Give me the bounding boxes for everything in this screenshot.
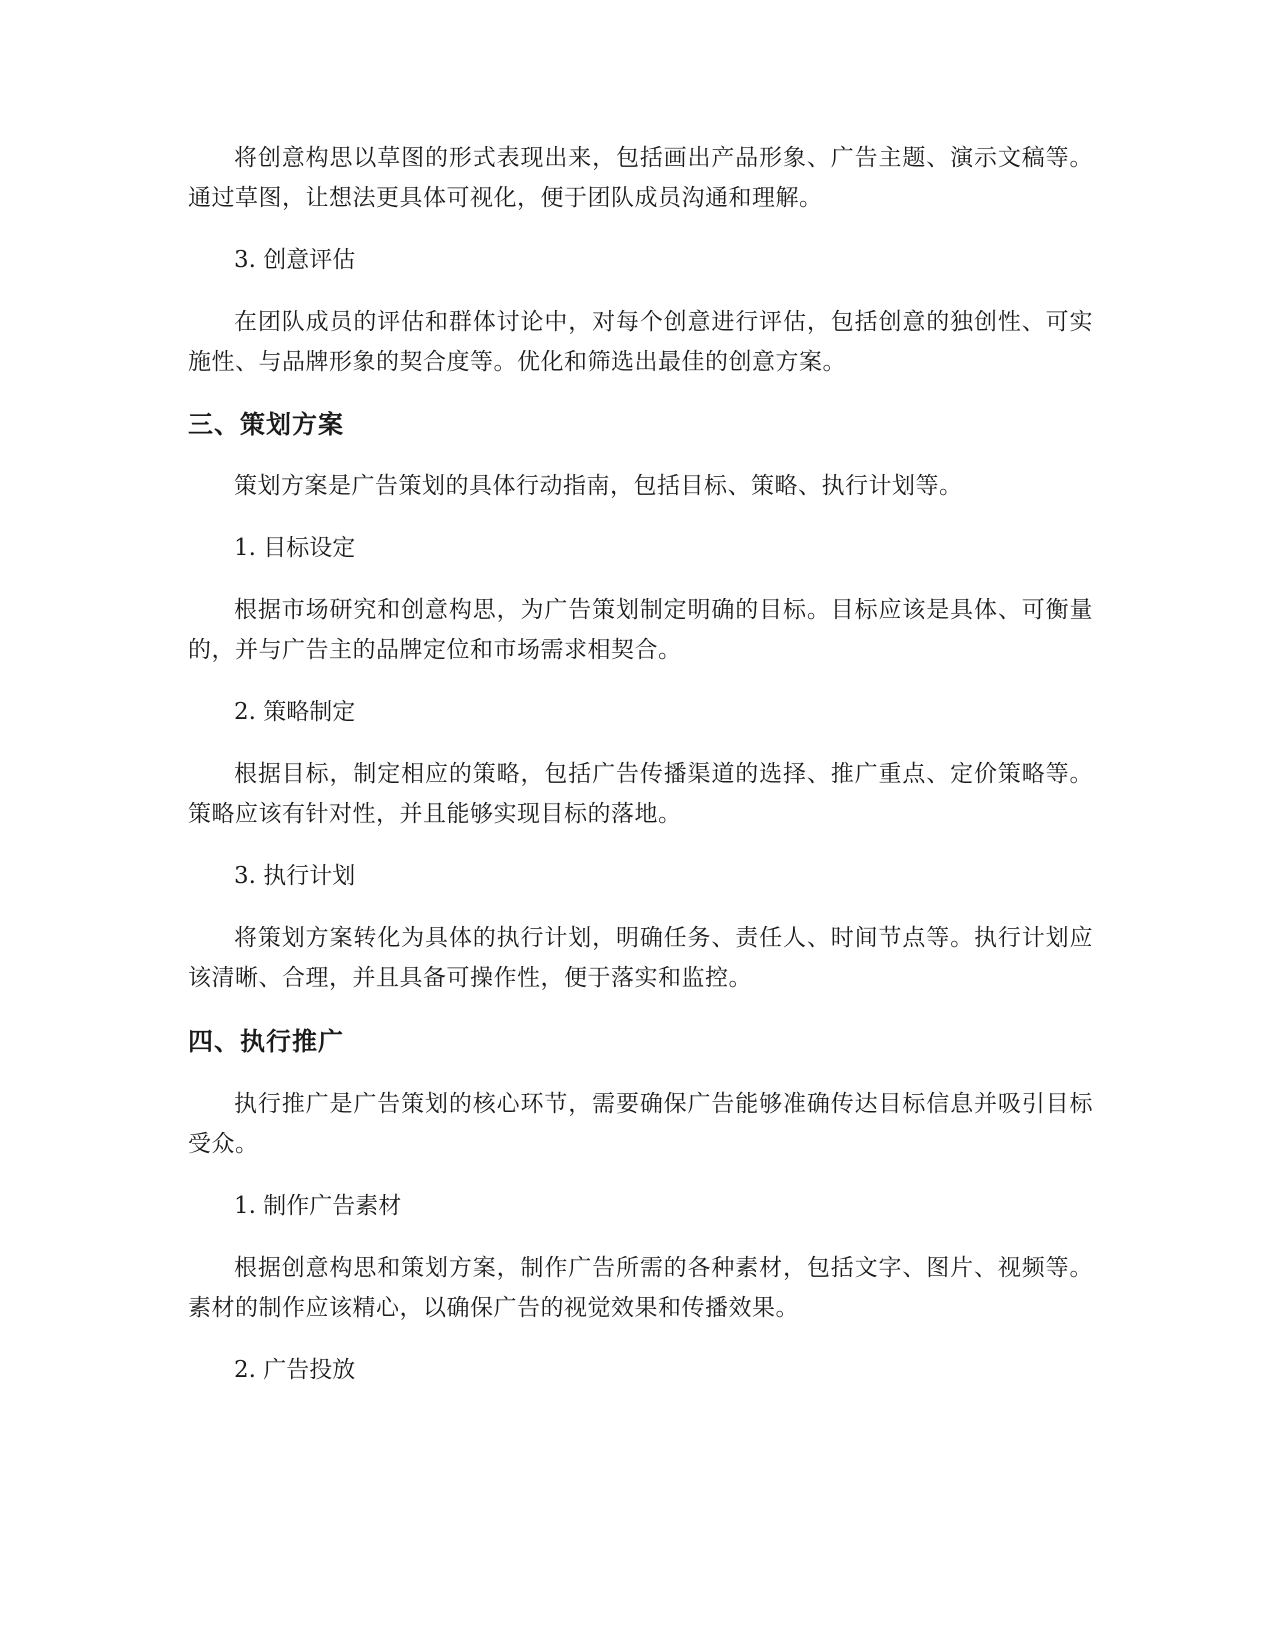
paragraph-idea-evaluation: 在团队成员的评估和群体讨论中，对每个创意进行评估，包括创意的独创性、可实施性、与品牌形象的契合度等。优化和筛选出最佳的创意方案。 <box>188 309 1093 375</box>
section-heading-planning: 三、策划方案 <box>188 410 345 439</box>
subheading-ad-placement: 2. 广告投放 <box>234 1357 356 1383</box>
paragraph-goal-setting: 根据市场研究和创意构思，为广告策划制定明确的目标。目标应该是具体、可衡量的，并与广告主的品牌定位和市场需求相契合。 <box>188 597 1093 663</box>
paragraph-strategy: 根据目标，制定相应的策略，包括广告传播渠道的选择、推广重点、定价策略等。策略应该有针对性，并且能够实现目标的落地。 <box>188 761 1093 827</box>
section-heading-promotion: 四、执行推广 <box>188 1027 345 1056</box>
paragraph-execution-plan: 将策划方案转化为具体的执行计划，明确任务、责任人、时间节点等。执行计划应该清晰、合理，并且具备可操作性，便于落实和监控。 <box>188 925 1093 991</box>
paragraph-planning-intro: 策划方案是广告策划的具体行动指南，包括目标、策略、执行计划等。 <box>234 473 963 499</box>
subheading-ad-materials: 1. 制作广告素材 <box>234 1193 402 1219</box>
subheading-execution-plan: 3. 执行计划 <box>234 863 356 889</box>
paragraph-promotion-intro: 执行推广是广告策划的核心环节，需要确保广告能够准确传达目标信息并吸引目标受众。 <box>188 1091 1093 1157</box>
subheading-goal-setting: 1. 目标设定 <box>234 535 356 561</box>
paragraph-sketch: 将创意构思以草图的形式表现出来，包括画出产品形象、广告主题、演示文稿等。通过草图，让想法更具体可视化，便于团队成员沟通和理解。 <box>188 145 1093 211</box>
paragraph-ad-materials: 根据创意构思和策划方案，制作广告所需的各种素材，包括文字、图片、视频等。素材的制作应该精心，以确保广告的视觉效果和传播效果。 <box>188 1255 1093 1321</box>
subheading-strategy: 2. 策略制定 <box>234 699 356 725</box>
subheading-idea-evaluation: 3. 创意评估 <box>234 247 356 273</box>
